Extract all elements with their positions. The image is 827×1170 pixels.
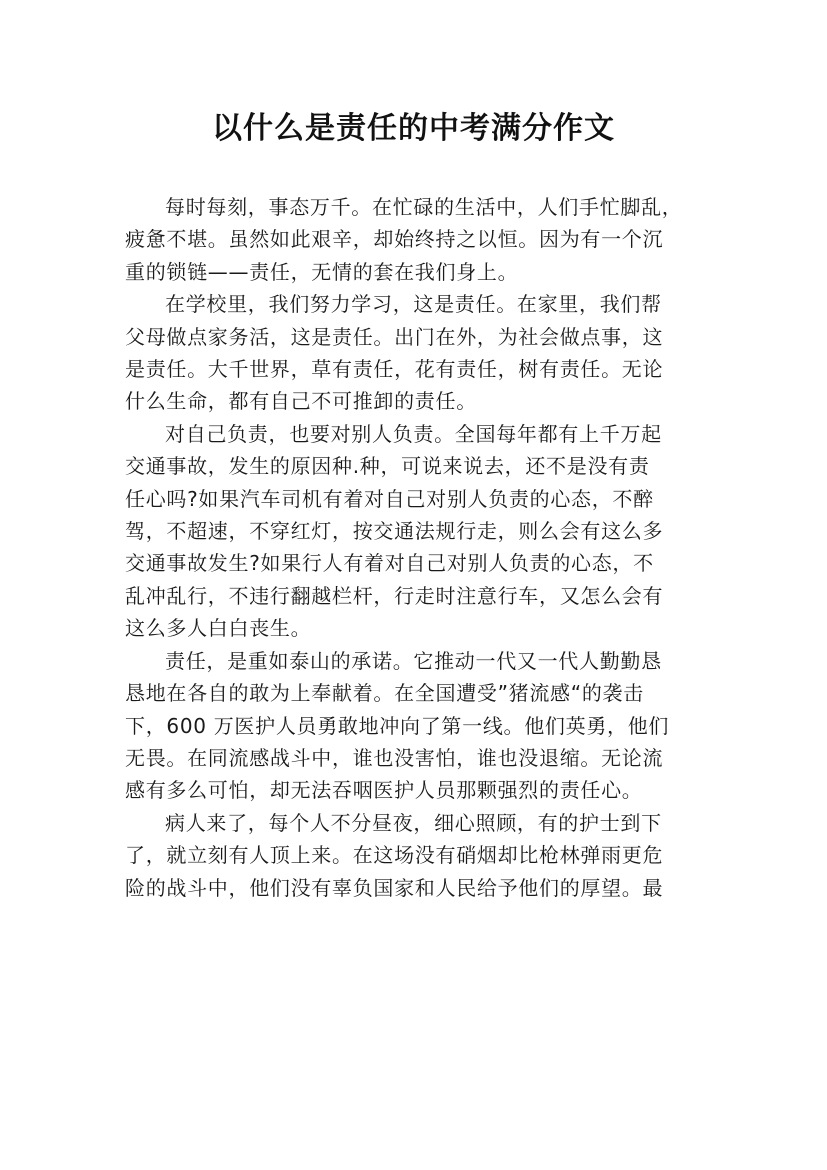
paragraph: 责任，是重如泰山的承诺。它推动一代又一代人勤勤恳 恳地在各自的敢为上奉献着。在全国遭受”猪流感“的袭击 下，600 万医护人员勇敢地冲向了第一线。他们英勇，他们 无畏。在同流感战斗中，谁也没害怕，谁也没退缩。无论流 感有多么可怕，却无法吞咽医护人员那颗强烈的责任心。 [125,648,670,803]
paragraph: 病人来了，每个人不分昼夜，细心照顾，有的护士到下 了，就立刻有人顶上来。在这场没有硝烟却比枪林弹雨更危 险的战斗中，他们没有辜负国家和人民给予他们的厚望。最 [125,810,664,900]
paragraph: 每时每刻，事态万千。在忙碌的生活中，人们手忙脚乱， 疲惫不堪。虽然如此艰辛，却始终持之以恒。因为有一个沉 重的锁链——责任，无情的套在我们身上。 [125,195,683,284]
paragraph: 在学校里，我们努力学习，这是责任。在家里，我们帮 父母做点家务活，这是责任。出门在外，为社会做点事，这 是责任。大千世界，草有责任，花有责任，树有责任。无论 什么生命，都有自己不可推卸的责任。 [125,292,664,414]
document-title: 以什么是责任的中考满分作文 [212,111,615,146]
essay-body [125,191,703,904]
paragraph: 对自己负责，也要对别人负责。全国每年都有上千万起 交通事故，发生的原因种.种，可说来说去，还不是没有责 任心吗?如果汽车司机有着对自己对别人负责的心态，不醉 驾，不超速，不穿红灯，按交通法规行走，则么会有这么多 交通事故发生?如果行人有着对自己对别人负责的心态，不 乱冲乱行，不违行翻越栏杆，行走时注意行车，又怎么会有 这么多人白白丧生。 [125,421,664,641]
